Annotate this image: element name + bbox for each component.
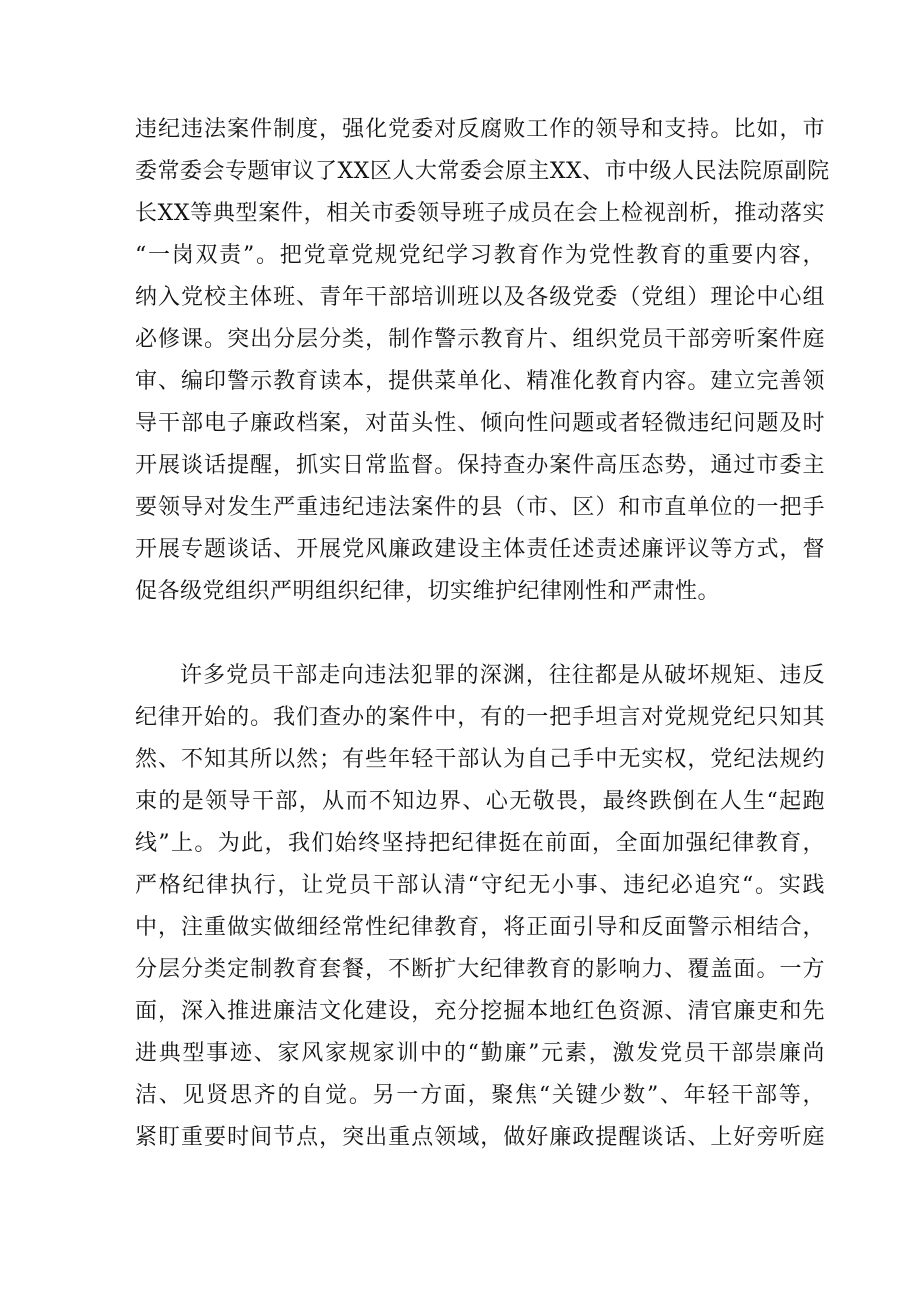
text-line: 进典型事迹、家风家规家训中的“勤廉”元素，激发党员干部崇廉尚 [135,1041,825,1066]
text-line: 中，注重做实做细经常性纪律教育，将正面引导和反面警示相结合， [135,915,825,940]
text-line: 紧盯重要时间节点，突出重点领域，做好廉政提醒谈话、上好旁听庭 [135,1125,825,1150]
text-line: 束的是领导干部，从而不知边界、心无敬畏，最终跌倒在人生“起跑 [135,789,825,814]
text-line: 违纪违法案件制度，强化党委对反腐败工作的领导和支持。比如，市 [135,117,825,142]
text-line: “一岗双责”。把党章党规党纪学习教育作为党性教育的重要内容， [135,243,825,268]
text-line: 纳入党校主体班、青年干部培训班以及各级党委（党组）理论中心组 [135,285,825,310]
text-line: 长XX等典型案件，相关市委领导班子成员在会上检视剖析，推动落实 [135,201,825,226]
text-line: 纪律开始的。我们查办的案件中，有的一把手坦言对党规党纪只知其 [135,705,825,730]
text-line: 开展专题谈话、开展党风廉政建设主体责任述责述廉评议等方式，督 [135,537,825,562]
text-line: 导干部电子廉政档案，对苗头性、倾向性问题或者轻微违纪问题及时 [135,411,825,436]
text-line: 分层分类定制教育套餐，不断扩大纪律教育的影响力、覆盖面。一方 [135,957,825,982]
text-line: 审、编印警示教育读本，提供菜单化、精准化教育内容。建立完善领 [135,369,825,394]
text-line: 委常委会专题审议了XX区人大常委会原主XX、市中级人民法院原副院 [135,159,830,184]
text-line: 洁、见贤思齐的自觉。另一方面，聚焦“关键少数”、年轻干部等， [135,1083,825,1108]
text-line: 线”上。为此，我们始终坚持把纪律挺在前面，全面加强纪律教育， [135,831,825,856]
text-line: 开展谈话提醒，抓实日常监督。保持查办案件高压态势，通过市委主 [135,453,825,478]
text-line: 然、不知其所以然；有些年轻干部认为自己手中无实权，党纪法规约 [135,747,825,772]
text-line: 必修课。突出分层分类，制作警示教育片、组织党员干部旁听案件庭 [135,327,825,352]
text-line: 严格纪律执行，让党员干部认清“守纪无小事、违纪必追究“。实践 [135,873,825,898]
paragraph-first-line: 许多党员干部走向违法犯罪的深渊，往往都是从破坏规矩、违反 [180,663,825,688]
text-line: 促各级党组织严明组织纪律，切实维护纪律刚性和严肃性。 [135,579,721,604]
text-line: 要领导对发生严重违纪违法案件的县（市、区）和市直单位的一把手 [135,495,825,520]
text-line: 面，深入推进廉洁文化建设，充分挖掘本地红色资源、清官廉吏和先 [135,999,825,1024]
